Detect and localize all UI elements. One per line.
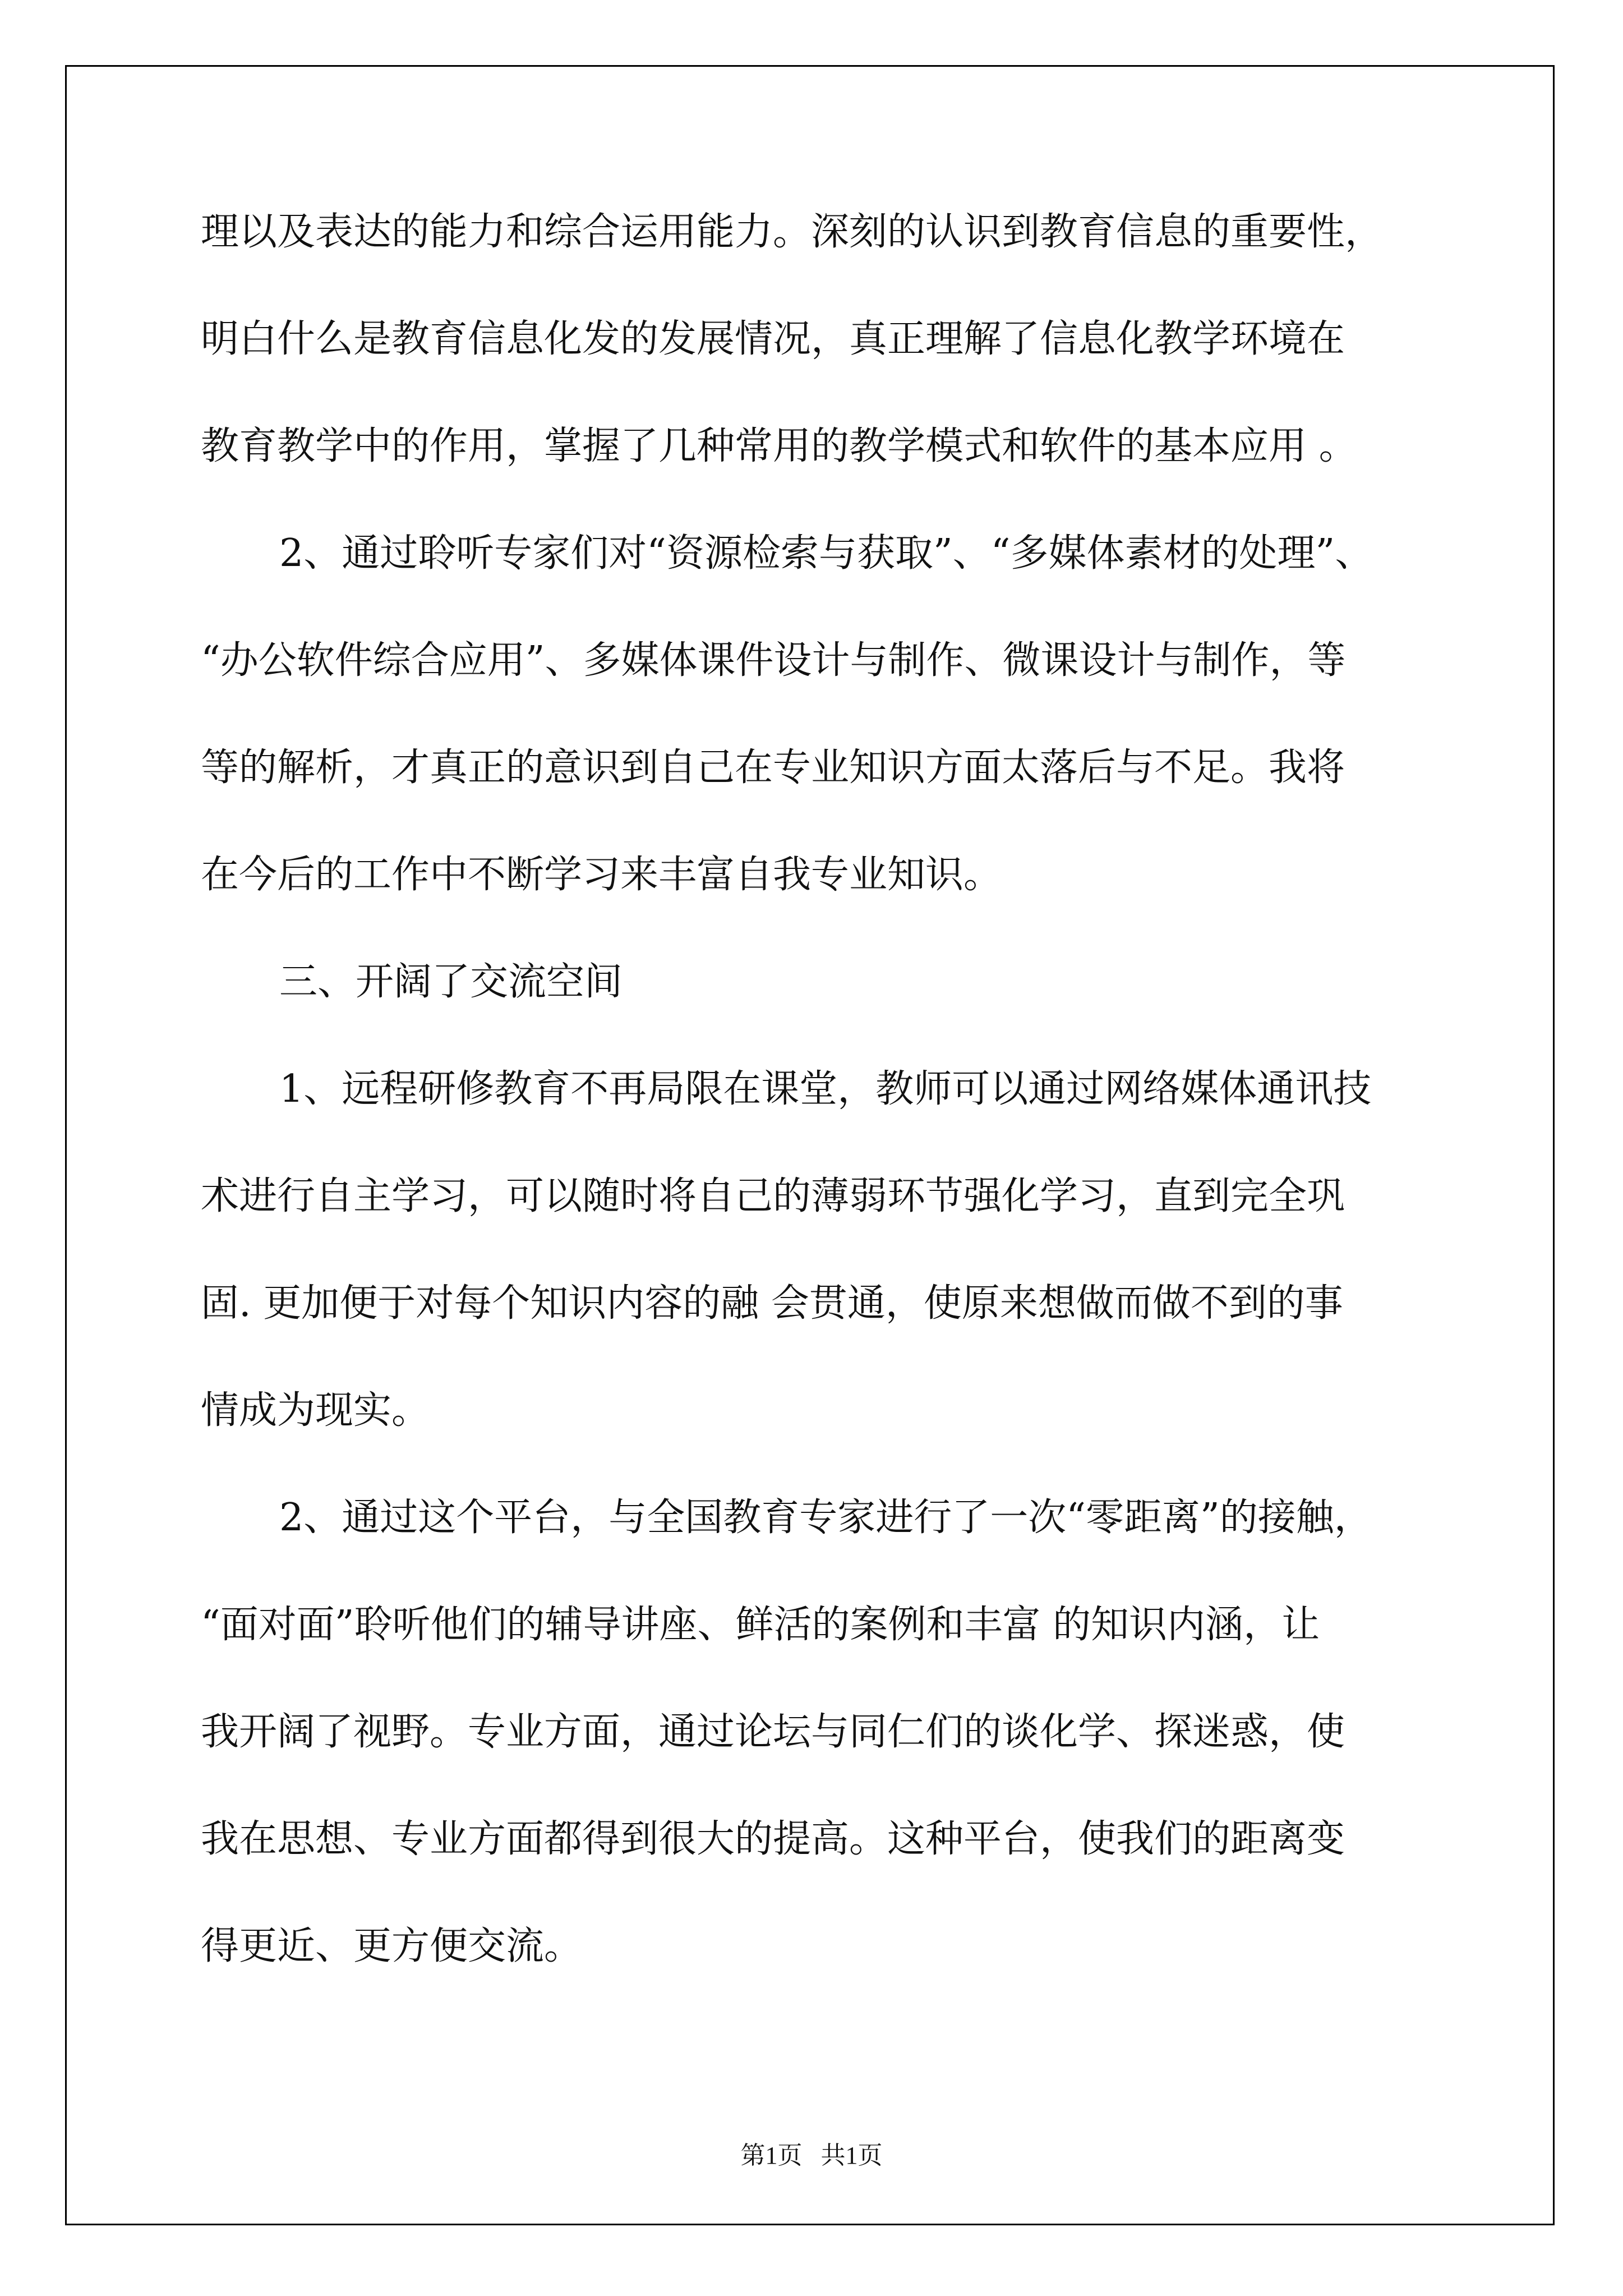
text-line: 术进行自主学习，可以随时将自己的薄弱环节强化学习，直到完全巩 bbox=[201, 1174, 1345, 1218]
text-line: 明白什么是教育信息化发的发展情况，真正理解了信息化教学环境在 bbox=[201, 317, 1345, 361]
text-line: 情成为现实。 bbox=[201, 1388, 430, 1433]
text-line: 等的解析，才真正的意识到自己在专业知识方面太落后与不足。我将 bbox=[201, 746, 1345, 790]
text-line: 我在思想、专业方面都得到很大的提高。这种平台，使我们的距离变 bbox=[201, 1817, 1345, 1861]
document-body bbox=[201, 204, 1491, 2026]
page-number-footer: 第1页 共1页 bbox=[740, 2142, 883, 2169]
paragraph-start-line: 1、远程研修教育不再局限在课堂，教师可以通过网络媒体通讯技 bbox=[279, 1067, 1372, 1111]
text-line: 理以及表达的能力和综合运用能力。深刻的认识到教育信息的重要性， bbox=[201, 210, 1384, 254]
text-line: 我开阔了视野。专业方面，通过论坛与同仁们的谈化学、探迷惑，使 bbox=[201, 1710, 1345, 1754]
text-line: 教育教学中的作用，掌握了几种常用的教学模式和软件的基本应用 。 bbox=[201, 424, 1357, 468]
text-line: “面对面”聆听他们的辅导讲座、鲜活的案例和丰富 的知识内涵，让 bbox=[201, 1603, 1320, 1647]
text-line: 在今后的工作中不断学习来丰富自我专业知识。 bbox=[201, 853, 1002, 897]
paragraph-start-line: 2、通过这个平台，与全国教育专家进行了一次“零距离”的接触， bbox=[279, 1496, 1372, 1540]
paragraph-start-line: 2、通过聆听专家们对“资源检索与获取”、“多媒体素材的处理”、 bbox=[279, 531, 1373, 576]
text-line: “办公软件综合应用”、多媒体课件设计与制作、微课设计与制作，等 bbox=[201, 638, 1346, 683]
text-line: 得更近、更方便交流。 bbox=[201, 1924, 583, 1968]
text-line: 固. 更加便于对每个知识内容的融 会贯通，使原来想做而做不到的事 bbox=[201, 1281, 1343, 1326]
section-heading: 三、开阔了交流空间 bbox=[279, 960, 623, 1004]
